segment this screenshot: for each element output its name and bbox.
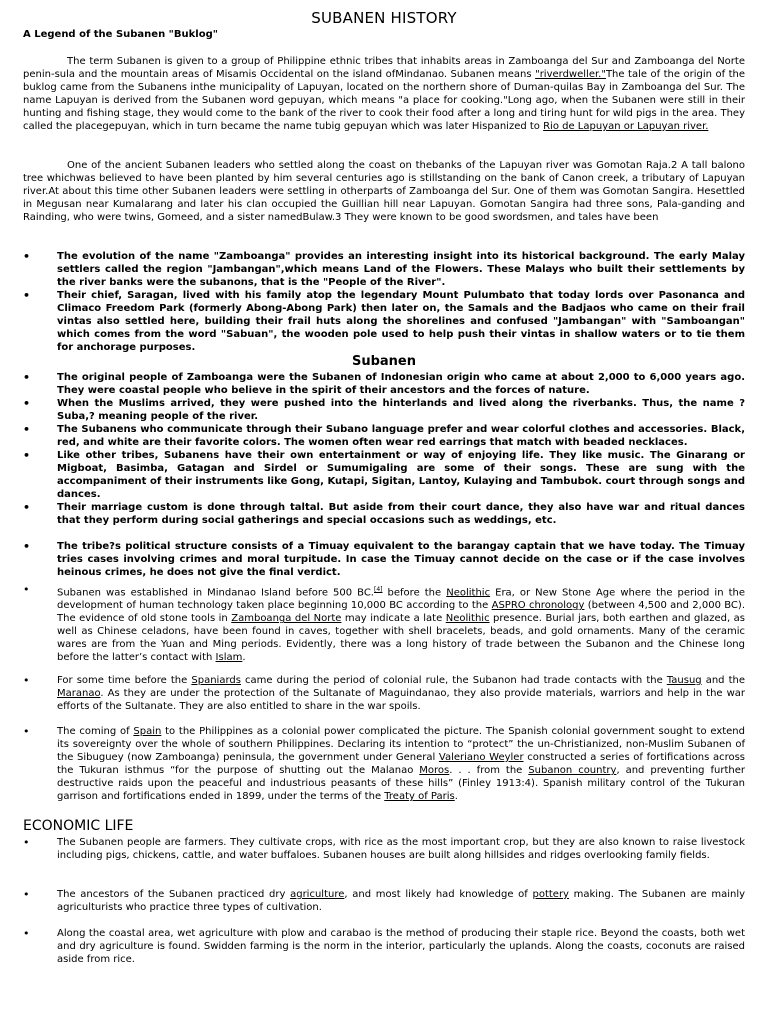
text: One of the ancient Subanen leaders who settled along the coast on thebanks of the Lapuyan river was Gomotan Raja.2 A tall balono tree whichwas believed to have been planted by him several centuries ago is stillstanding on the bank of Canon creek, a tributary of Lapuyan river.At about this time other Subanen leaders were settling in otherparts of Zamboanga del Sur. One of them was Gomotan Sangira. Hesettled in Megusan near Kumalarang and later his clan occupied the Guillian hill near Lapuyan. Gomotan Sangira had three sons, Pala-ganding and Rainding, who were twins, Gomeed, and a sister namedBulaw.3 They were known to be good swordsmen, and tales have been [23,160,745,223]
list-item: • Along the coastal area, wet agriculture with plow and carabao is the method of producing their staple rice. Beyond the coasts, both wet and dry agriculture is found. Swidden farming is the norm in the interior, particularly the uplands. Along the coasts, coconuts are raised aside from rice. [23,927,745,966]
link-islam[interactable]: Islam [215,652,243,664]
history-list [23,583,745,664]
list-item: • The tribe?s political structure consists of a Timuay equivalent to the barangay captain that we have today. The Timuay tries cases involving crimes and moral turpitude. In case the Timuay cannot decide on the case or if the case involves heinous crimes, he does not give the final verdict. [23,540,745,579]
text: (between 4,500 and 2,000 BC). The evidence of old stone tools in [57,600,745,625]
link-maranao[interactable]: Maranao [57,688,101,699]
list-item: • Like other tribes, Subanens have their own entertainment or way of enjoying life. They like music. The Ginarang or Migboat, Basimba, Gatagan and Sirdel or Sumumigaling are some of their songs. These are sung with the accompaniment of their instruments like Gong, Kutapi, Sigitan, Lantoy, Kulaying and Tambubok. court through songs and dances. [23,449,745,501]
text: and the [701,675,745,686]
list-item: • The Subanen people are farmers. They cultivate crops, with rice as the most important crop, but they are also known to raise livestock including pigs, chickens, cattle, and water buffaloes. Subanen houses are built along hillsides and ridges overlooking family fields. [23,836,745,862]
text: For some time before the [57,675,192,686]
link-riverdweller[interactable]: "riverdweller." [535,69,606,80]
list-item: • When the Muslims arrived, they were pushed into the hinterlands and lived along the riverbanks. Thus, the name ?Suba,? meaning people of the river. [23,397,745,423]
text: . As they are under the protection of the Sultanate of Maguindanao, they also provide materials, warriors and help in the war efforts of the Sultanate. They are also entitled to share in the war spoils. [57,688,745,712]
link-zamboanga-del-norte[interactable]: Zamboanga del Norte [231,613,342,625]
economic-list-3 [23,927,745,966]
list-item [23,583,745,664]
list-item [23,725,745,803]
link-moros[interactable]: Moros [419,765,450,776]
link-valeriano-weyler[interactable]: Valeriano Weyler [438,752,524,763]
list-item: • The Subanens who communicate through their Subano language prefer and wear colorful clothes and accessories. Black, red, and white are their favorite colors. The women often wear red earrings that match with beaded necklaces. [23,423,745,449]
citation-link[interactable]: [4] [374,586,383,593]
text: may indicate a late [341,613,446,625]
text: Era, or New Stone Age where the period in the development of human technology taken place beginning 10,000 BC according to the [57,587,745,612]
link-spaniards[interactable]: Spaniards [191,675,241,686]
text: , and preventing further destructive raids upon the peaceful and industrious peasants of these hills” (Finley 1913:4). Spanish military control of the Tukuran garrison and fortifications ended in 1899, under the terms of the [57,765,745,802]
text: The tale of the origin of the buklog came from the Subanens inthe municipality of Lapuyan, located on the northern shore of Duman-quilas Bay in Zamboanga del Sur. The name Lapuyan is derived from the Subanen word gepuyan, which means "a place for cooking."Long ago, when the Subanen were still in their hunting and fishing stage, they would come to the bank of the river to cook their food after a long and tiring hunt for wild pigs in the area. They called the placegepuyan, which in turn became the name tubig gepuyan which was later Hispanized to [23,69,745,132]
economic-list [23,836,745,862]
subanen-facts-list [23,371,745,579]
text: , and most likely had knowledge of [344,889,533,900]
page-title: SUBANEN HISTORY [311,9,457,27]
list-item [23,674,745,713]
text: Subanen was established in Mindanao Island before 500 BC. [57,587,374,599]
zamboanga-name-list [23,250,745,354]
section-heading-economic-life: ECONOMIC LIFE [23,818,134,834]
link-spain[interactable]: Spain [133,726,162,737]
history-list-3 [23,725,745,803]
text: to the Philippines as a colonial power complicated the picture. The Spanish colonial government sought to extend its sovereignty over the whole of southern Philippines. Declaring its intention to “protect” the un-Christianized, non-Muslim Subanen of the Sibuguey (now Zamboanga) peninsula, the government under General [57,726,745,763]
section-heading-subanen: Subanen [351,354,417,369]
list-item [23,888,745,914]
link-neolithic[interactable]: Neolithic [446,587,491,599]
text: . [242,652,246,664]
intro-paragraph [23,55,745,133]
link-aspro-chronology[interactable]: ASPRO chronology [491,600,585,612]
text: presence. Burial jars, both earthen and glazed, as well as Chinese celadons, have been found in caves, together with shell bracelets, beads, and gold ornaments. Many of the ceramic wares are from the Yuan and Ming periods. Evidently, there was a long history of trade between the Subanon and the Chinese long before the latter’s contact with [57,613,746,664]
link-rio-de-lapuyan[interactable]: Rio de Lapuyan or Lapuyan river. [543,121,709,132]
text: making. The Subanen are mainly agriculturists who practice three types of cultivation. [57,889,746,913]
economic-list-2 [23,888,745,914]
text: . [454,791,458,802]
text: The ancestors of the Subanen practiced dry [57,889,291,900]
link-neolithic-2[interactable]: Neolithic [445,613,490,625]
text: The coming of [57,726,134,737]
legend-subtitle: A Legend of the Subanen "Buklog" [23,29,218,40]
link-subanon-country[interactable]: Subanon country [528,765,617,776]
list-item: • The original people of Zamboanga were the Subanen of Indonesian origin who came at about 2,000 to 6,000 years ago. They were coastal people who believe in the spirit of their ancestors and the forces of nature. [23,371,745,397]
list-item: • The evolution of the name "Zamboanga" provides an interesting insight into its historical background. The early Malay settlers called the region "Jambangan",which means Land of the Flowers. These Malays who built their settlements by the river banks were the subanons, that is the "People of the River". [23,250,745,289]
gomotan-paragraph [23,159,745,224]
text: . . . from the [449,765,529,776]
text: constructed a series of fortifications across the Tukuran isthmus “for the purpose of shutting out the Malanao [57,752,745,776]
link-pottery[interactable]: pottery [532,889,569,900]
link-treaty-of-paris[interactable]: Treaty of Paris [384,791,455,802]
history-list-2 [23,674,745,713]
link-tausug[interactable]: Tausug [666,675,702,686]
text: The term Subanen is given to a group of Philippine ethnic tribes that inhabits areas in Zamboanga del Sur and Zamboanga del Norte penin-sula and the mountain areas of Misamis Occidental on the island ofMindanao. Subanen means [23,56,745,80]
list-item: • Their chief, Saragan, lived with his family atop the legendary Mount Pulumbato that today lords over Pasonanca and Climaco Freedom Park (formerly Abong-Abong Park) then later on, the Samals and the Badjaos who came on their frail vintas also settled here, building their frail huts along the shorelines and confused "Jambangan" with "Samboangan" which comes from the word "Sabuan", the wooden pole used to help push their vintas in shallow waters or to tie them for anchorage purposes. [23,289,745,354]
text: before the [382,587,447,599]
list-item: • Their marriage custom is done through taltal. But aside from their court dance, they also have war and ritual dances that they perform during social gatherings and special occasions such as weddings, etc. [23,501,745,527]
link-agriculture[interactable]: agriculture [290,889,345,900]
text: came during the period of colonial rule, the Subanon had trade contacts with the [240,675,667,686]
